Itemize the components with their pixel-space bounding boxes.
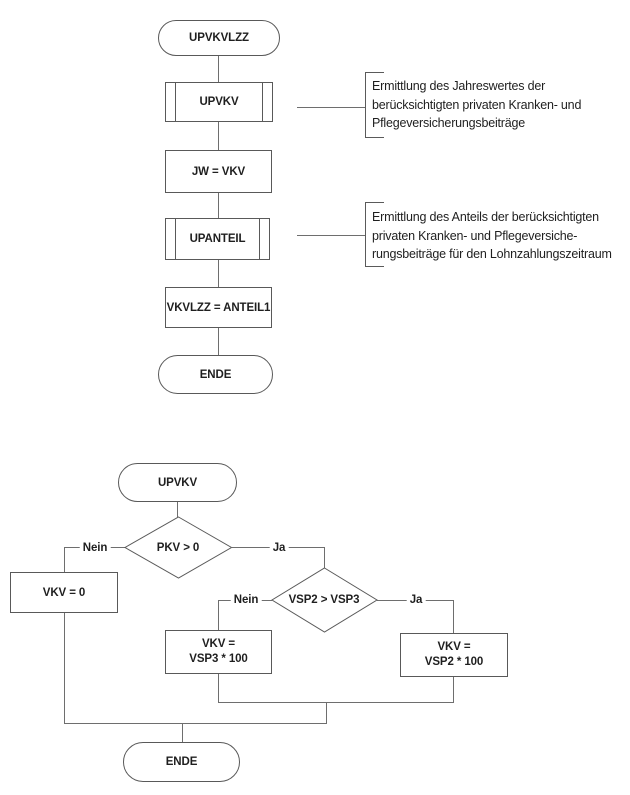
- annotation-text-line: Ermittlung des Anteils der berücksichtigten: [372, 210, 599, 224]
- predefined-process-bar: [175, 83, 176, 121]
- annotation-jahreswert: [372, 77, 581, 133]
- connector-line-nein1: [64, 547, 65, 572]
- annotation-text-line: rungsbeiträge für den Lohnzahlungszeitraum: [372, 247, 612, 261]
- decision-vsp-label: VSP2 > VSP3: [288, 594, 360, 606]
- process-jw-vkv: [165, 150, 272, 193]
- process-vkv-0: [10, 572, 118, 613]
- process-vkv-vsp2: [400, 633, 508, 677]
- connector-line: [64, 723, 327, 724]
- connector-line: [218, 122, 219, 150]
- connector-line: [218, 193, 219, 218]
- connector-line: [218, 260, 219, 287]
- edge-label-nein1: Nein: [80, 542, 111, 554]
- connector-line-ja1: [324, 547, 325, 568]
- connector-line: [182, 723, 183, 742]
- annotation-text-line: Ermittlung des Jahreswertes der: [372, 79, 546, 93]
- predefined-process-bar: [175, 219, 176, 259]
- node-label: VSP3 * 100: [189, 653, 248, 665]
- annotation-connector-line: [297, 107, 365, 108]
- decision-pkv-label: PKV > 0: [156, 542, 200, 554]
- predefined-process-bar: [259, 219, 260, 259]
- node-label: UPVKVLZZ: [189, 32, 249, 44]
- annotation-text-line: privaten Kranken- und Pflegeversiche-: [372, 228, 578, 243]
- terminator-start-upvkv: [118, 463, 237, 502]
- connector-line: [218, 702, 454, 703]
- node-label: VKV =: [201, 638, 236, 650]
- predefined-process-bar: [262, 83, 263, 121]
- connector-line-nein2: [218, 600, 219, 630]
- annotation-connector-line: [297, 235, 365, 236]
- connector-line: [218, 674, 219, 702]
- edge-label-ja2: Ja: [407, 594, 426, 606]
- node-label: VKV = 0: [42, 586, 86, 599]
- process-vkvlzz-anteil1: [165, 287, 272, 328]
- annotation-anteil: [372, 208, 612, 264]
- node-label: VSP2 * 100: [424, 656, 484, 668]
- connector-line: [177, 502, 178, 517]
- connector-line: [326, 702, 327, 723]
- subroutine-upanteil: [165, 218, 270, 260]
- node-label: JW = VKV: [191, 165, 246, 178]
- edge-label-nein2: Nein: [231, 594, 262, 606]
- connector-line-ja2: [453, 600, 454, 633]
- node-label: VKV =: [437, 641, 471, 653]
- annotation-text-line: berücksichtigten privaten Kranken- und: [372, 97, 582, 112]
- terminator-start-upvkvlzz: [158, 20, 280, 56]
- node-label: UPANTEIL: [189, 233, 246, 245]
- node-label: ENDE: [199, 368, 232, 381]
- terminator-end-bottom: [123, 742, 240, 782]
- connector-line: [453, 677, 454, 702]
- subroutine-upvkv: [165, 82, 273, 122]
- edge-label-ja1: Ja: [270, 542, 289, 554]
- process-vkv-vsp3: [165, 630, 272, 674]
- terminator-end-top: [158, 355, 273, 394]
- connector-line: [218, 56, 219, 82]
- node-label: UPVKV: [199, 96, 239, 108]
- annotation-text-line: Pflegeversicherungsbeiträge: [372, 116, 526, 130]
- node-label: UPVKV: [157, 476, 198, 489]
- node-label: ENDE: [165, 756, 198, 768]
- connector-line: [218, 328, 219, 355]
- connector-line: [64, 613, 65, 723]
- node-label: VKVLZZ = ANTEIL1: [166, 301, 271, 314]
